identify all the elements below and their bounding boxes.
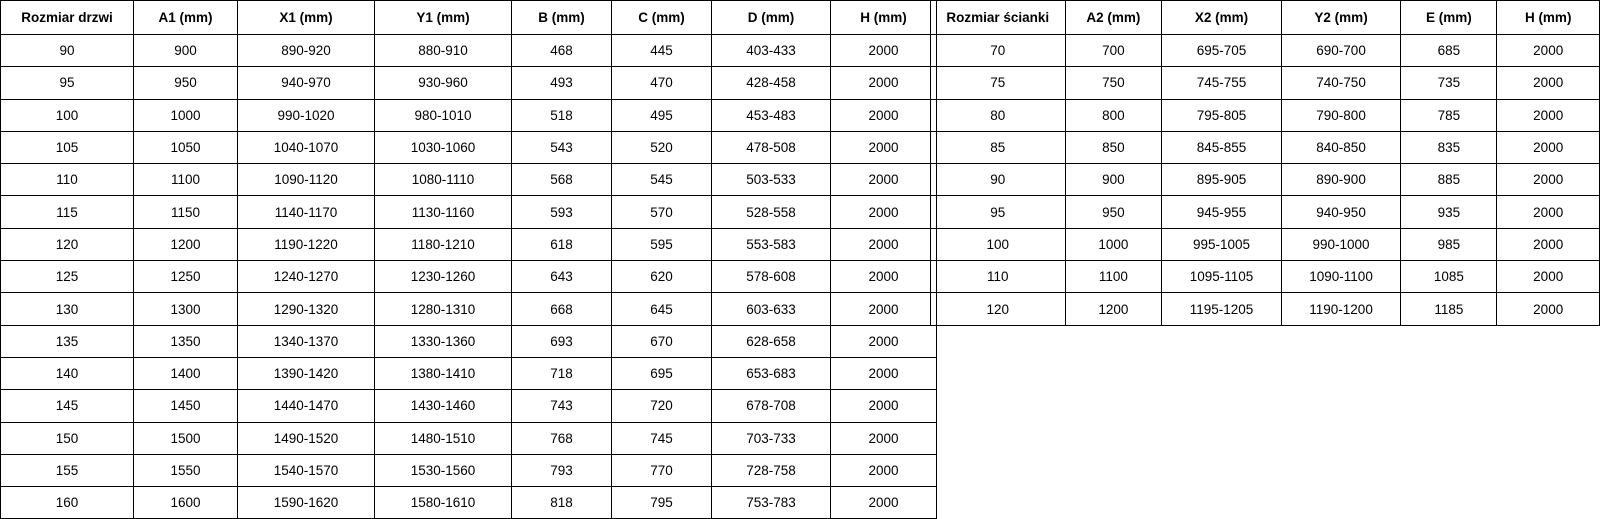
- table-cell: 850: [1065, 131, 1162, 163]
- table-cell: 653-683: [712, 357, 831, 389]
- table-cell: 2000: [1497, 196, 1600, 228]
- table-cell: 2000: [1497, 228, 1600, 260]
- table-cell: 160: [1, 487, 134, 519]
- table-row: [931, 196, 1600, 228]
- table-cell: 718: [512, 357, 612, 389]
- walls-dimensions-table: [930, 0, 1600, 326]
- table-row: [1, 357, 937, 389]
- table-cell: 2000: [831, 196, 937, 228]
- table-cell: 2000: [831, 261, 937, 293]
- walls-dimensions-table-container: [930, 0, 1600, 326]
- table-cell: 1190-1200: [1281, 293, 1401, 325]
- table-row: [1, 196, 937, 228]
- table-cell: 2000: [831, 487, 937, 519]
- table-cell: 105: [1, 131, 134, 163]
- table-cell: 1430-1460: [375, 390, 512, 422]
- table-cell: 2000: [831, 454, 937, 486]
- table-cell: 2000: [831, 228, 937, 260]
- table-cell: 545: [612, 164, 712, 196]
- table-cell: 1200: [1065, 293, 1162, 325]
- table-cell: 1540-1570: [238, 454, 375, 486]
- table-cell: 120: [1, 228, 134, 260]
- table-cell: 1380-1410: [375, 357, 512, 389]
- table-cell: 1250: [134, 261, 238, 293]
- table-cell: 75: [931, 67, 1066, 99]
- table-cell: 1090-1100: [1281, 261, 1401, 293]
- table-cell: 930-960: [375, 67, 512, 99]
- table-cell: 1300: [134, 293, 238, 325]
- table-cell: 80: [931, 99, 1066, 131]
- table-cell: 1100: [134, 164, 238, 196]
- table-cell: 90: [931, 164, 1066, 196]
- table-cell: 2000: [1497, 164, 1600, 196]
- table-cell: 553-583: [712, 228, 831, 260]
- table-cell: 728-758: [712, 454, 831, 486]
- table-cell: 950: [134, 67, 238, 99]
- walls-column-header: A2 (mm): [1065, 1, 1162, 35]
- table-cell: 2000: [831, 131, 937, 163]
- table-header-row: [931, 1, 1600, 35]
- table-cell: 150: [1, 422, 134, 454]
- doors-column-header: Rozmiar drzwi: [1, 1, 134, 35]
- table-cell: 795-805: [1162, 99, 1282, 131]
- table-cell: 1140-1170: [238, 196, 375, 228]
- table-cell: 900: [1065, 164, 1162, 196]
- table-cell: 945-955: [1162, 196, 1282, 228]
- table-cell: 840-850: [1281, 131, 1401, 163]
- table-row: [931, 67, 1600, 99]
- table-row: [1, 325, 937, 357]
- doors-column-header: Y1 (mm): [375, 1, 512, 35]
- table-cell: 2000: [831, 164, 937, 196]
- table-cell: 428-458: [712, 67, 831, 99]
- table-cell: 700: [1065, 35, 1162, 67]
- table-cell: 1190-1220: [238, 228, 375, 260]
- table-row: [931, 261, 1600, 293]
- table-cell: 503-533: [712, 164, 831, 196]
- table-cell: 1130-1160: [375, 196, 512, 228]
- table-cell: 1050: [134, 131, 238, 163]
- table-cell: 690-700: [1281, 35, 1401, 67]
- table-cell: 1230-1260: [375, 261, 512, 293]
- table-cell: 155: [1, 454, 134, 486]
- table-cell: 593: [512, 196, 612, 228]
- table-cell: 1480-1510: [375, 422, 512, 454]
- table-cell: 125: [1, 261, 134, 293]
- table-cell: 985: [1401, 228, 1497, 260]
- table-row: [1, 228, 937, 260]
- table-cell: 110: [1, 164, 134, 196]
- table-cell: 1030-1060: [375, 131, 512, 163]
- table-cell: 790-800: [1281, 99, 1401, 131]
- table-cell: 1330-1360: [375, 325, 512, 357]
- table-cell: 2000: [1497, 131, 1600, 163]
- table-row: [931, 293, 1600, 325]
- table-cell: 570: [612, 196, 712, 228]
- table-cell: 70: [931, 35, 1066, 67]
- table-cell: 1500: [134, 422, 238, 454]
- table-cell: 980-1010: [375, 99, 512, 131]
- table-cell: 678-708: [712, 390, 831, 422]
- table-cell: 895-905: [1162, 164, 1282, 196]
- table-row: [1, 261, 937, 293]
- table-cell: 520: [612, 131, 712, 163]
- table-cell: 1090-1120: [238, 164, 375, 196]
- table-cell: 1180-1210: [375, 228, 512, 260]
- doors-column-header: D (mm): [712, 1, 831, 35]
- walls-column-header: X2 (mm): [1162, 1, 1282, 35]
- table-cell: 1240-1270: [238, 261, 375, 293]
- table-cell: 890-900: [1281, 164, 1401, 196]
- table-cell: 940-950: [1281, 196, 1401, 228]
- table-cell: 130: [1, 293, 134, 325]
- table-cell: 2000: [831, 293, 937, 325]
- table-cell: 1590-1620: [238, 487, 375, 519]
- table-cell: 620: [612, 261, 712, 293]
- table-cell: 495: [612, 99, 712, 131]
- table-cell: 645: [612, 293, 712, 325]
- table-cell: 100: [1, 99, 134, 131]
- table-cell: 1085: [1401, 261, 1497, 293]
- table-cell: 470: [612, 67, 712, 99]
- doors-column-header: H (mm): [831, 1, 937, 35]
- table-cell: 770: [612, 454, 712, 486]
- table-cell: 1095-1105: [1162, 261, 1282, 293]
- table-cell: 1290-1320: [238, 293, 375, 325]
- table-cell: 468: [512, 35, 612, 67]
- table-cell: 2000: [1497, 261, 1600, 293]
- table-cell: 795: [612, 487, 712, 519]
- table-cell: 835: [1401, 131, 1497, 163]
- table-cell: 1040-1070: [238, 131, 375, 163]
- table-cell: 568: [512, 164, 612, 196]
- table-row: [931, 131, 1600, 163]
- table-cell: 743: [512, 390, 612, 422]
- doors-column-header: A1 (mm): [134, 1, 238, 35]
- table-row: [1, 164, 937, 196]
- table-cell: 990-1000: [1281, 228, 1401, 260]
- table-cell: 720: [612, 390, 712, 422]
- table-cell: 2000: [831, 422, 937, 454]
- table-cell: 453-483: [712, 99, 831, 131]
- table-cell: 2000: [1497, 99, 1600, 131]
- table-row: [931, 35, 1600, 67]
- table-cell: 543: [512, 131, 612, 163]
- table-cell: 670: [612, 325, 712, 357]
- table-cell: 753-783: [712, 487, 831, 519]
- table-cell: 1185: [1401, 293, 1497, 325]
- table-cell: 628-658: [712, 325, 831, 357]
- table-cell: 603-633: [712, 293, 831, 325]
- table-cell: 115: [1, 196, 134, 228]
- table-cell: 2000: [1497, 293, 1600, 325]
- table-cell: 445: [612, 35, 712, 67]
- table-cell: 478-508: [712, 131, 831, 163]
- walls-column-header: Y2 (mm): [1281, 1, 1401, 35]
- table-cell: 95: [1, 67, 134, 99]
- table-cell: 785: [1401, 99, 1497, 131]
- table-cell: 100: [931, 228, 1066, 260]
- doors-column-header: X1 (mm): [238, 1, 375, 35]
- table-cell: 750: [1065, 67, 1162, 99]
- table-cell: 2000: [831, 325, 937, 357]
- table-cell: 800: [1065, 99, 1162, 131]
- table-cell: 90: [1, 35, 134, 67]
- table-cell: 940-970: [238, 67, 375, 99]
- table-cell: 2000: [831, 357, 937, 389]
- table-cell: 2000: [831, 390, 937, 422]
- table-cell: 900: [134, 35, 238, 67]
- table-cell: 885: [1401, 164, 1497, 196]
- table-cell: 1000: [134, 99, 238, 131]
- table-cell: 1200: [134, 228, 238, 260]
- walls-column-header: Rozmiar ścianki: [931, 1, 1066, 35]
- table-cell: 990-1020: [238, 99, 375, 131]
- table-row: [1, 390, 937, 422]
- table-cell: 735: [1401, 67, 1497, 99]
- table-cell: 1340-1370: [238, 325, 375, 357]
- walls-column-header: H (mm): [1497, 1, 1600, 35]
- table-cell: 595: [612, 228, 712, 260]
- table-cell: 818: [512, 487, 612, 519]
- table-cell: 845-855: [1162, 131, 1282, 163]
- table-cell: 768: [512, 422, 612, 454]
- table-cell: 85: [931, 131, 1066, 163]
- table-cell: 793: [512, 454, 612, 486]
- table-cell: 1440-1470: [238, 390, 375, 422]
- table-cell: 95: [931, 196, 1066, 228]
- table-row: [931, 228, 1600, 260]
- table-cell: 1400: [134, 357, 238, 389]
- table-cell: 1600: [134, 487, 238, 519]
- table-cell: 493: [512, 67, 612, 99]
- table-cell: 995-1005: [1162, 228, 1282, 260]
- table-cell: 1550: [134, 454, 238, 486]
- table-cell: 1450: [134, 390, 238, 422]
- table-cell: 1080-1110: [375, 164, 512, 196]
- table-cell: 745: [612, 422, 712, 454]
- table-row: [931, 164, 1600, 196]
- table-cell: 1000: [1065, 228, 1162, 260]
- table-cell: 1195-1205: [1162, 293, 1282, 325]
- table-row: [1, 35, 937, 67]
- table-row: [1, 487, 937, 519]
- table-cell: 685: [1401, 35, 1497, 67]
- table-cell: 1390-1420: [238, 357, 375, 389]
- table-row: [1, 131, 937, 163]
- table-cell: 2000: [1497, 35, 1600, 67]
- table-cell: 528-558: [712, 196, 831, 228]
- table-cell: 120: [931, 293, 1066, 325]
- table-cell: 693: [512, 325, 612, 357]
- table-cell: 145: [1, 390, 134, 422]
- table-header-row: [1, 1, 937, 35]
- table-cell: 880-910: [375, 35, 512, 67]
- table-cell: 1100: [1065, 261, 1162, 293]
- table-cell: 1530-1560: [375, 454, 512, 486]
- table-cell: 2000: [1497, 67, 1600, 99]
- table-cell: 1150: [134, 196, 238, 228]
- table-cell: 643: [512, 261, 612, 293]
- doors-column-header: B (mm): [512, 1, 612, 35]
- table-cell: 668: [512, 293, 612, 325]
- table-cell: 935: [1401, 196, 1497, 228]
- table-row: [1, 422, 937, 454]
- table-cell: 2000: [831, 35, 937, 67]
- table-cell: 745-755: [1162, 67, 1282, 99]
- doors-column-header: C (mm): [612, 1, 712, 35]
- table-cell: 618: [512, 228, 612, 260]
- table-cell: 703-733: [712, 422, 831, 454]
- table-cell: 950: [1065, 196, 1162, 228]
- table-cell: 578-608: [712, 261, 831, 293]
- table-cell: 110: [931, 261, 1066, 293]
- table-cell: 518: [512, 99, 612, 131]
- table-cell: 140: [1, 357, 134, 389]
- table-cell: 403-433: [712, 35, 831, 67]
- table-row: [1, 454, 937, 486]
- table-row: [931, 99, 1600, 131]
- table-cell: 135: [1, 325, 134, 357]
- table-row: [1, 67, 937, 99]
- table-cell: 2000: [831, 67, 937, 99]
- table-cell: 695-705: [1162, 35, 1282, 67]
- table-row: [1, 99, 937, 131]
- table-cell: 740-750: [1281, 67, 1401, 99]
- table-cell: 2000: [831, 99, 937, 131]
- table-cell: 1350: [134, 325, 238, 357]
- table-cell: 890-920: [238, 35, 375, 67]
- table-cell: 1580-1610: [375, 487, 512, 519]
- walls-column-header: E (mm): [1401, 1, 1497, 35]
- table-cell: 1280-1310: [375, 293, 512, 325]
- table-cell: 1490-1520: [238, 422, 375, 454]
- table-cell: 695: [612, 357, 712, 389]
- table-row: [1, 293, 937, 325]
